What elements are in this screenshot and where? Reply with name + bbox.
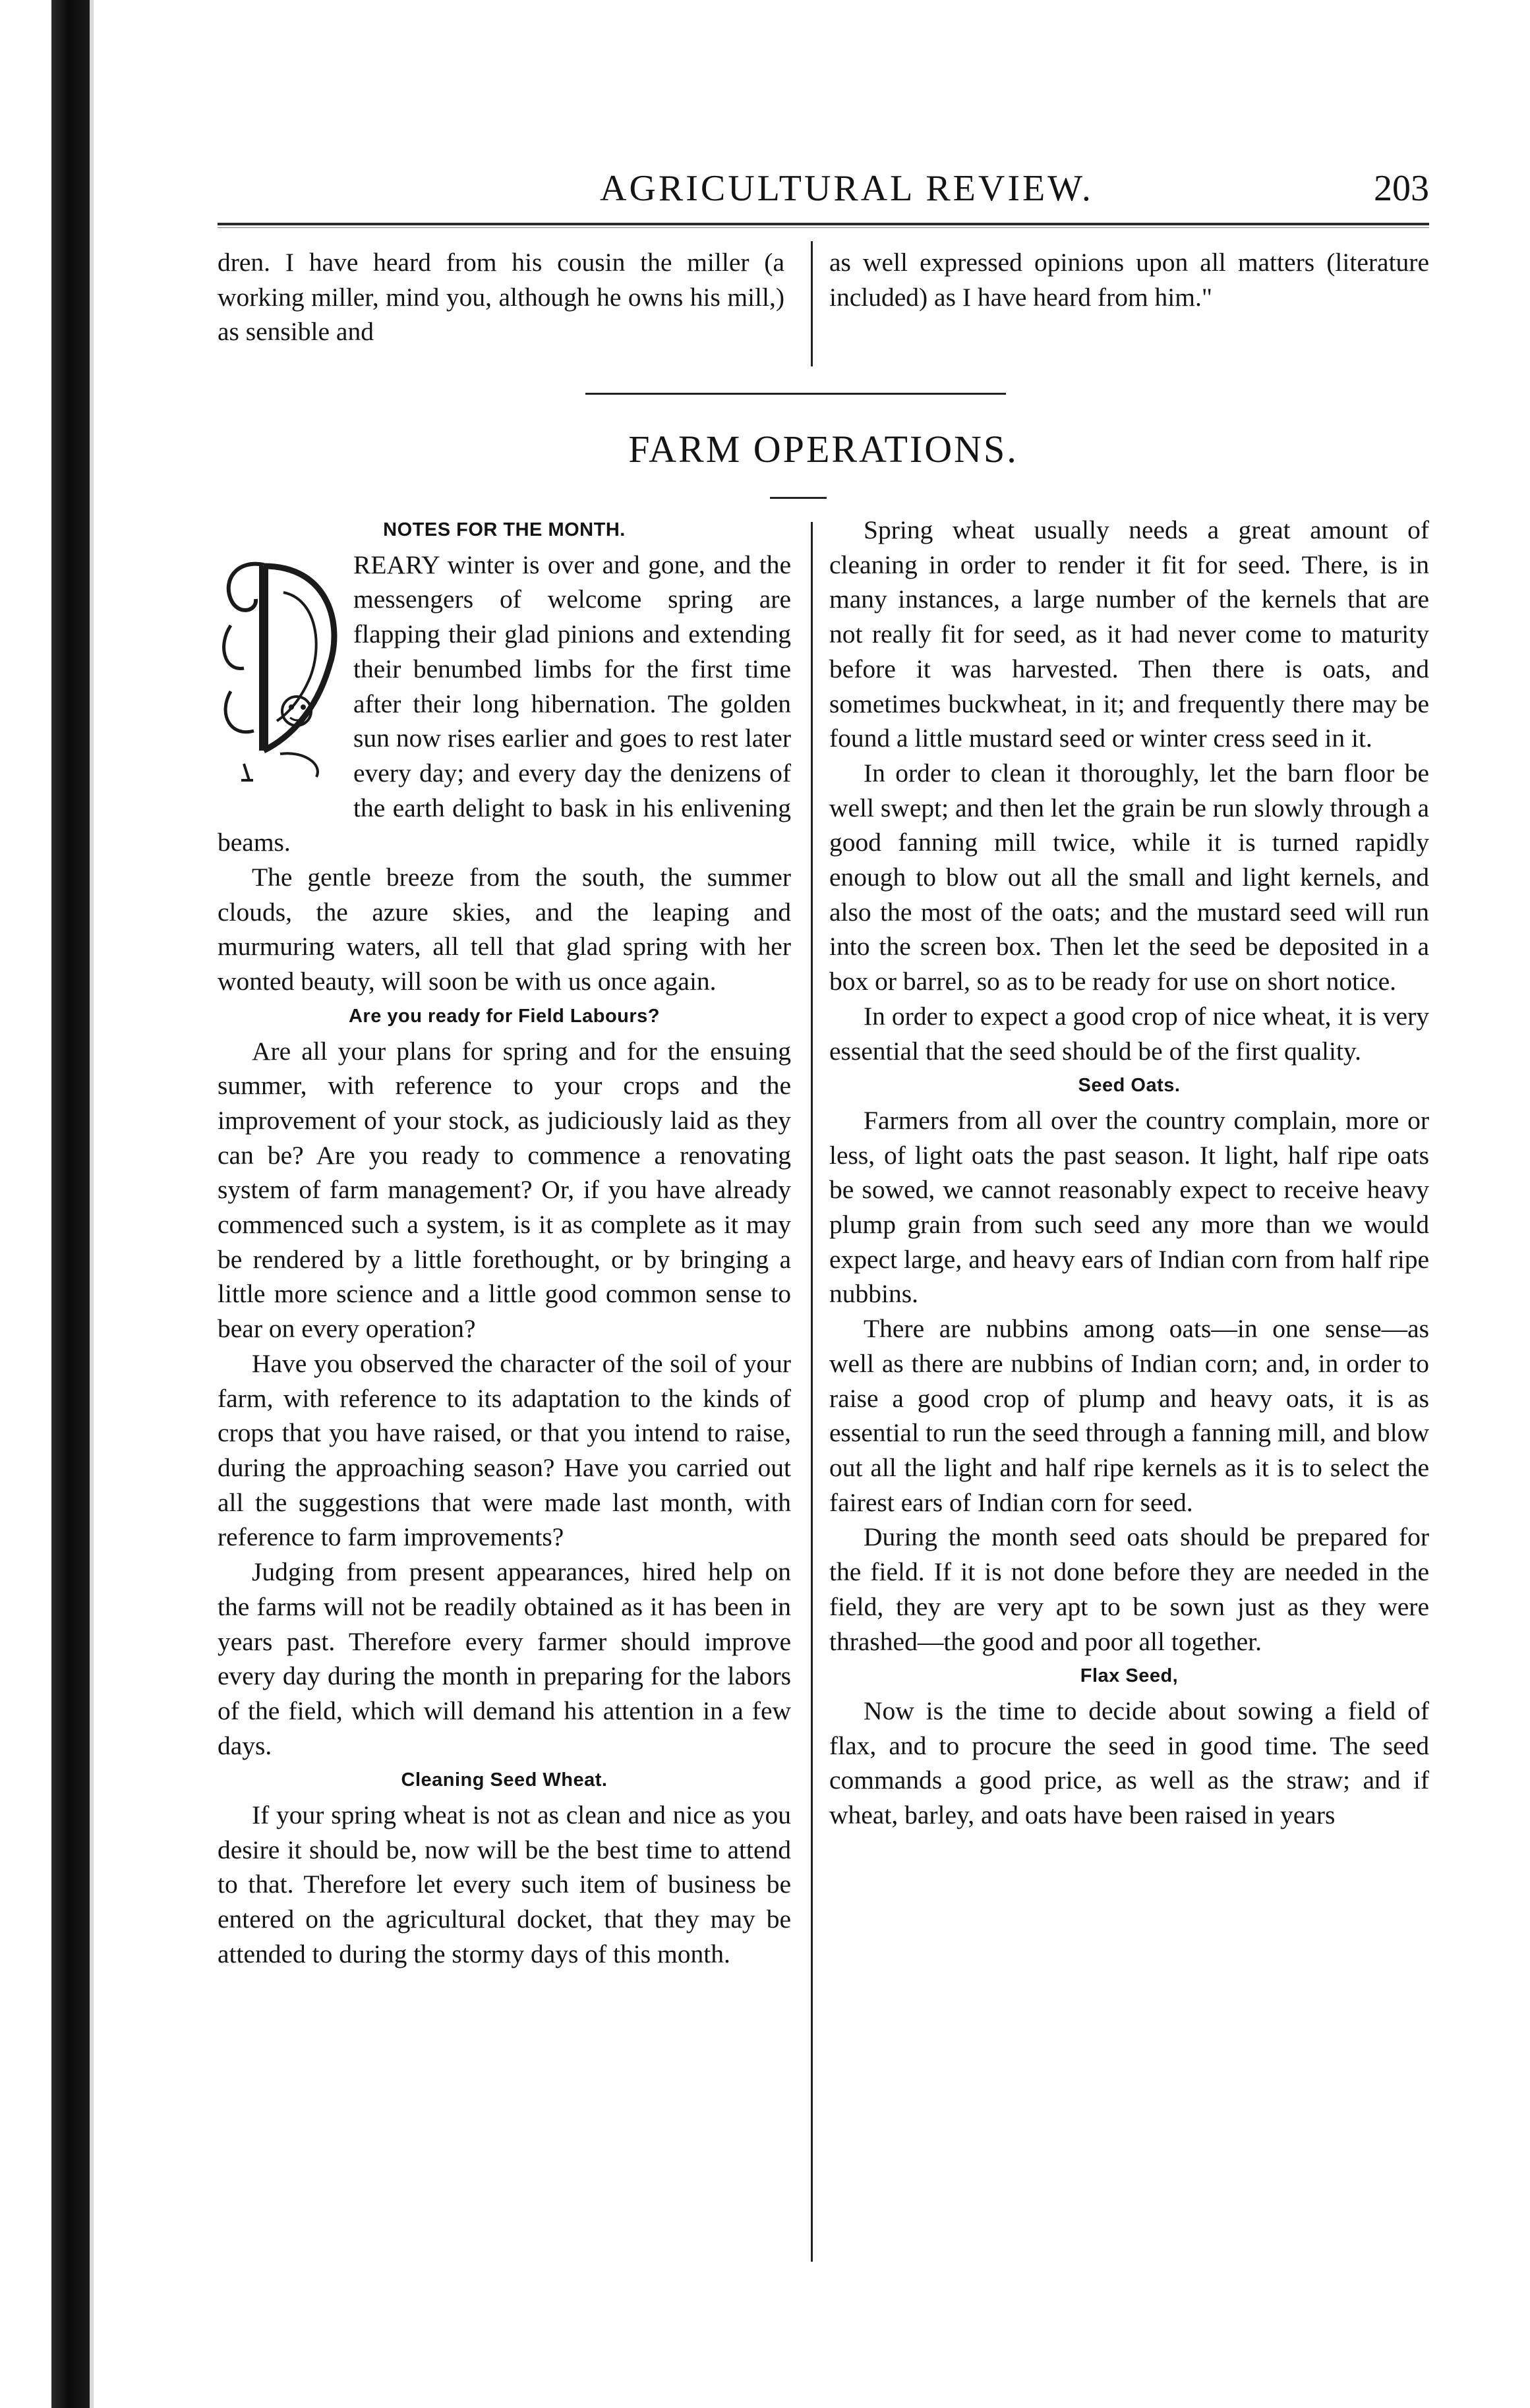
book-spine-shadow	[51, 0, 90, 2408]
continued-paragraph-left: dren. I have heard from his cousin the miller (a working miller, mind you, although he owns his mill,) as sensible and	[218, 248, 784, 347]
wheat-paragraph-3: In order to expect a good crop of nice wheat, it is very essential that the seed should be of the first quality.	[829, 1001, 1429, 1066]
oats-paragraph-1: Farmers from all over the country complain, more or less, of light oats the past season. It light, half ripe oats be sowed, we cannot reasonably expect to receive heavy plump grain from such seed any more than we would expect large, and heavy ears of Indian corn from half ripe nubbins.	[829, 1105, 1429, 1309]
right-column	[829, 513, 1429, 1833]
page-number: 203	[1374, 168, 1429, 209]
left-column	[218, 513, 791, 1972]
labours-paragraph-2: Have you observed the character of the soil of your farm, with reference to its adaptation to the kinds of crops that you have raised, or that you intend to raise, during the approaching season? Have you carried out all the suggestions that were made last month, with reference to farm improvements?	[218, 1348, 791, 1552]
continued-paragraph-right: as well expressed opinions upon all matters (literature included) as I have heard from him."	[829, 248, 1429, 312]
labours-heading: Are you ready for Field Labours?	[348, 1005, 661, 1027]
oats-heading: Seed Oats.	[1078, 1075, 1181, 1097]
running-title: AGRICULTURAL REVIEW.	[600, 168, 1094, 209]
dropcap-ornament-icon	[218, 553, 344, 795]
running-header	[218, 157, 1429, 216]
cleaning-paragraph: If your spring wheat is not as clean and nice as you desire it should be, now will be the best time to attend to that. Therefore let every such item of business be entered on the agricultural docket, that they may be attended to during the stormy days of this month.	[218, 1800, 791, 1968]
ornamental-dropcap	[218, 553, 344, 795]
section-title: FARM OPERATIONS.	[628, 428, 1018, 471]
labours-paragraph-3: Judging from present appearances, hired help on the farms will not be readily obtained as it has been in years past. Therefore every farmer should improve every day during the month in preparing for the labors of the field, which will demand his attention in a few days.	[218, 1557, 791, 1760]
notes-heading: NOTES FOR THE MONTH.	[383, 519, 626, 540]
oats-paragraph-3: During the month seed oats should be prepared for the field. If it is not done before they are needed in the field, they are very apt to be sown just as they were thrashed—the good and poor all together.	[829, 1522, 1429, 1656]
continued-text-left	[218, 245, 784, 349]
svg-text:D: D	[278, 679, 283, 687]
top-column-divider	[811, 241, 813, 366]
notes-paragraph-1: REARY winter is over and gone, and the messengers of welcome spring are flapping their glad pinions and extending their benumbed limbs for the first time after their long hibernation. The golden sun now rises earlier and goes to rest later every day; and every day the denizens of the earth delight to bask in his enlivening beams.	[218, 550, 791, 857]
labours-paragraph-1: Are all your plans for spring and for the ensuing summer, with reference to your crops and the improvement of your stock, as judiciously laid as they can be? Are you ready to commence a renovating system of farm management? Or, if you have already commenced such a system, is it as complete as it may be rendered by a little forethought, or by bringing a little more science and a little good common sense to bear on every operation?	[218, 1036, 791, 1344]
flax-paragraph: Now is the time to decide about sowing a field of flax, and to procure the seed in good time. The seed commands a good price, as well as the straw; and if wheat, barley, and oats have been raised in years	[829, 1696, 1429, 1830]
cleaning-heading: Cleaning Seed Wheat.	[401, 1769, 608, 1791]
column-divider	[811, 522, 813, 2262]
section-separator-rule	[585, 393, 1006, 395]
wheat-paragraph-2: In order to clean it thoroughly, let the barn floor be well swept; and then let the grain be run slowly through a good fanning mill twice, while it is turned rapidly enough to blow out all the small and light kernels, and also the most of the oats; and the mustard seed will run into the screen box. Then let the seed be deposited in a box or barrel, so as to be ready for use on short notice.	[829, 758, 1429, 996]
header-rule	[218, 223, 1429, 225]
continued-text-right	[829, 245, 1429, 314]
header-rule-thin	[218, 227, 1429, 228]
title-underline-rule	[770, 497, 827, 499]
notes-paragraph-2: The gentle breeze from the south, the summer clouds, the azure skies, and the leaping and murmuring waters, all tell that glad spring with her wonted beauty, will soon be with us once again.	[218, 863, 791, 996]
page-edge	[90, 0, 94, 2408]
wheat-paragraph-1: Spring wheat usually needs a great amount of cleaning in order to render it fit for seed. There, is in many instances, a large number of the kernels that are not really fit for seed, as it had never come to maturity before it was harvested. Then there is oats, and sometimes buckwheat, in it; and frequently there may be found a little mustard seed or winter cress seed in it.	[829, 515, 1429, 753]
oats-paragraph-2: There are nubbins among oats—in one sense—as well as there are nubbins of Indian corn; and, in order to raise a good crop of plump and heavy oats, it is as essential to run the seed through a fanning mill, and blow out all the light and half ripe kernels as it is to select the fairest ears of Indian corn for seed.	[829, 1314, 1429, 1517]
flax-heading: Flax Seed,	[1080, 1665, 1179, 1687]
